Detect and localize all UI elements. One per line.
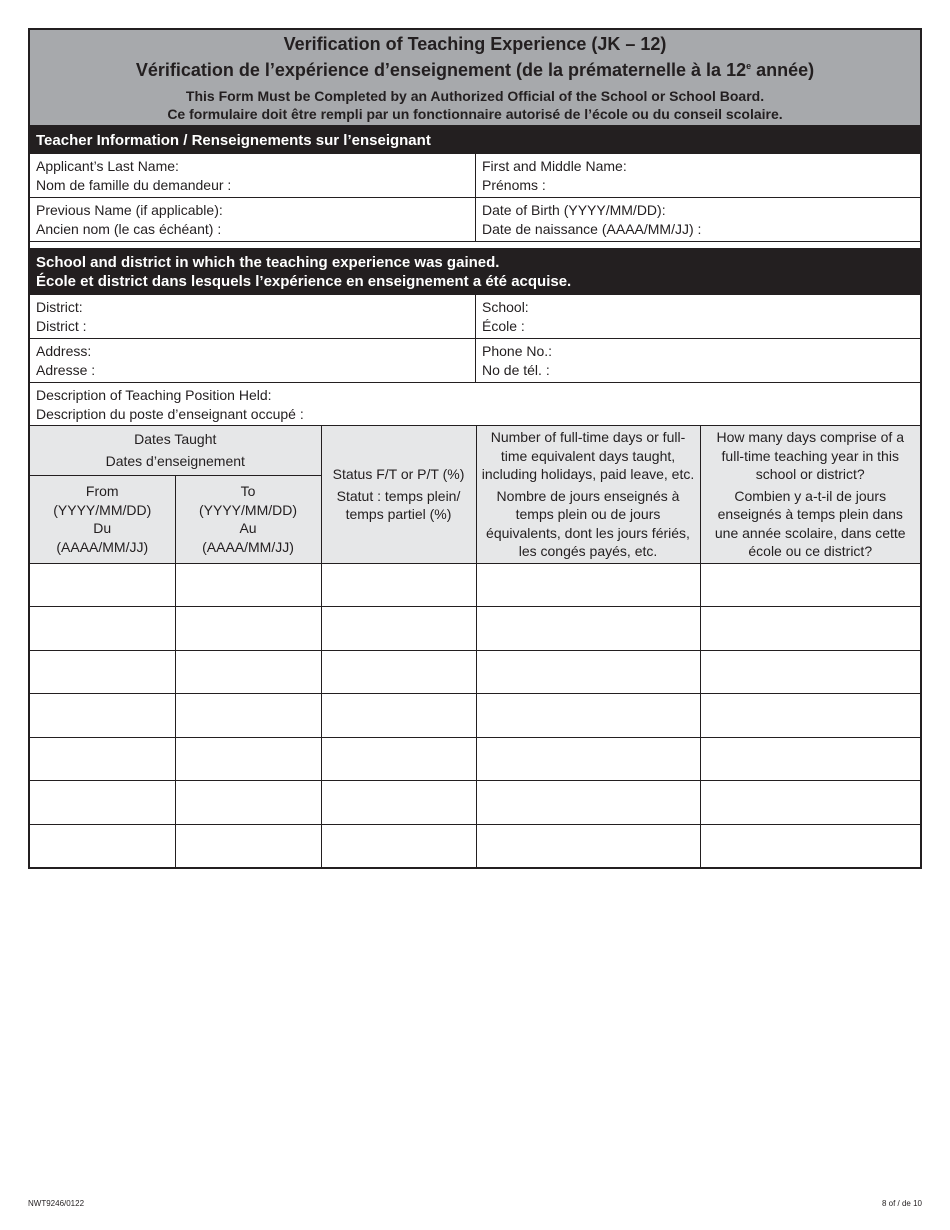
table-row: [30, 650, 920, 694]
table-cell[interactable]: [321, 563, 476, 607]
table-cell[interactable]: [476, 824, 700, 867]
teaching-experience-table: [30, 426, 920, 867]
previous-name-field[interactable]: Previous Name (if applicable): Ancien nom (le cas échéant) :: [30, 198, 476, 241]
table-cell[interactable]: [175, 563, 321, 607]
verification-form: [28, 28, 922, 869]
table-cell[interactable]: [175, 650, 321, 694]
form-header: [30, 30, 920, 127]
table-row: [30, 781, 920, 825]
table-cell[interactable]: [321, 607, 476, 651]
form-number: NWT9246/0122: [28, 1199, 85, 1208]
table-cell[interactable]: [476, 694, 700, 738]
table-cell[interactable]: [700, 563, 920, 607]
table-cell[interactable]: [700, 824, 920, 867]
table-cell[interactable]: [175, 737, 321, 781]
table-cell[interactable]: [321, 737, 476, 781]
table-cell[interactable]: [175, 824, 321, 867]
title-french: Vérification de l’expérience d’enseignement (de la prématernelle à la 12e année): [135, 60, 815, 80]
date-of-birth-field[interactable]: Date of Birth (YYYY/MM/DD): Date de naissance (AAAA/MM/JJ) :: [482, 202, 702, 237]
table-cell[interactable]: [321, 824, 476, 867]
table-cell[interactable]: [175, 694, 321, 738]
table-cell[interactable]: [30, 781, 175, 825]
title-english: Verification of Teaching Experience (JK – 12): [283, 34, 667, 54]
district-field[interactable]: District: District :: [30, 295, 476, 338]
table-cell[interactable]: [476, 607, 700, 651]
subtitle-english: This Form Must be Completed by an Authorized Official of the School or School Board.: [185, 88, 765, 104]
school-field[interactable]: School: École :: [482, 299, 529, 334]
status-header: Status F/T or P/T (%) Statut : temps plein/ temps partiel (%): [321, 426, 476, 563]
full-time-year-header: How many days comprise of a full-time teaching year in this school or district? Combien y a-t-il de jours enseignés à temps plein dans une année scolaire, dans cette école ou ce district?: [700, 426, 920, 563]
table-cell[interactable]: [476, 650, 700, 694]
table-cell[interactable]: [476, 563, 700, 607]
table-cell[interactable]: [700, 694, 920, 738]
table-cell[interactable]: [700, 737, 920, 781]
teacher-section-heading: Teacher Information / Renseignements sur l’enseignant: [30, 127, 920, 154]
last-name-field[interactable]: Applicant’s Last Name: Nom de famille du demandeur :: [30, 154, 476, 197]
table-row: [30, 824, 920, 867]
table-cell[interactable]: [700, 607, 920, 651]
table-row: [30, 563, 920, 607]
days-taught-header: Number of full-time days or full-time equivalent days taught, including holidays, paid leave, etc. Nombre de jours enseignés à temps plein ou de jours équivalents, dont les jours fériés, les congés payés, etc.: [476, 426, 700, 563]
page-number: 8 of / de 10: [881, 1199, 922, 1208]
prev-name-row: [30, 198, 920, 242]
table-cell[interactable]: [321, 694, 476, 738]
table-row: [30, 737, 920, 781]
to-date-header: To (YYYY/MM/DD) Au (AAAA/MM/JJ): [175, 475, 321, 563]
table-cell[interactable]: [30, 563, 175, 607]
phone-field[interactable]: Phone No.: No de tél. :: [482, 343, 553, 378]
table-cell[interactable]: [700, 781, 920, 825]
address-row: [30, 339, 920, 383]
table-cell[interactable]: [30, 824, 175, 867]
table-cell[interactable]: [321, 781, 476, 825]
dates-taught-header: Dates Taught Dates d’enseignement: [30, 426, 321, 475]
table-cell[interactable]: [476, 737, 700, 781]
position-description-field[interactable]: Description of Teaching Position Held: Description du poste d’enseignant occupé :: [30, 383, 920, 426]
table-cell[interactable]: [30, 694, 175, 738]
table-cell[interactable]: [30, 607, 175, 651]
section-spacer: [30, 242, 920, 249]
table-cell[interactable]: [700, 650, 920, 694]
table-cell[interactable]: [175, 607, 321, 651]
table-row: [30, 607, 920, 651]
address-field[interactable]: Address: Adresse :: [30, 339, 476, 382]
school-section-heading: School and district in which the teaching experience was gained. École et district dans lesquels l’expérience en enseignement a été acquise.: [30, 249, 920, 295]
table-cell[interactable]: [321, 650, 476, 694]
table-cell[interactable]: [175, 781, 321, 825]
district-row: [30, 295, 920, 339]
table-cell[interactable]: [30, 650, 175, 694]
table-cell[interactable]: [30, 737, 175, 781]
from-date-header: From (YYYY/MM/DD) Du (AAAA/MM/JJ): [30, 475, 175, 563]
first-name-field[interactable]: First and Middle Name: Prénoms :: [482, 158, 627, 193]
subtitle-french: Ce formulaire doit être rempli par un fonctionnaire autorisé de l’école ou du conseil scolaire.: [167, 106, 783, 122]
table-row: [30, 694, 920, 738]
name-row: [30, 154, 920, 198]
table-cell[interactable]: [476, 781, 700, 825]
